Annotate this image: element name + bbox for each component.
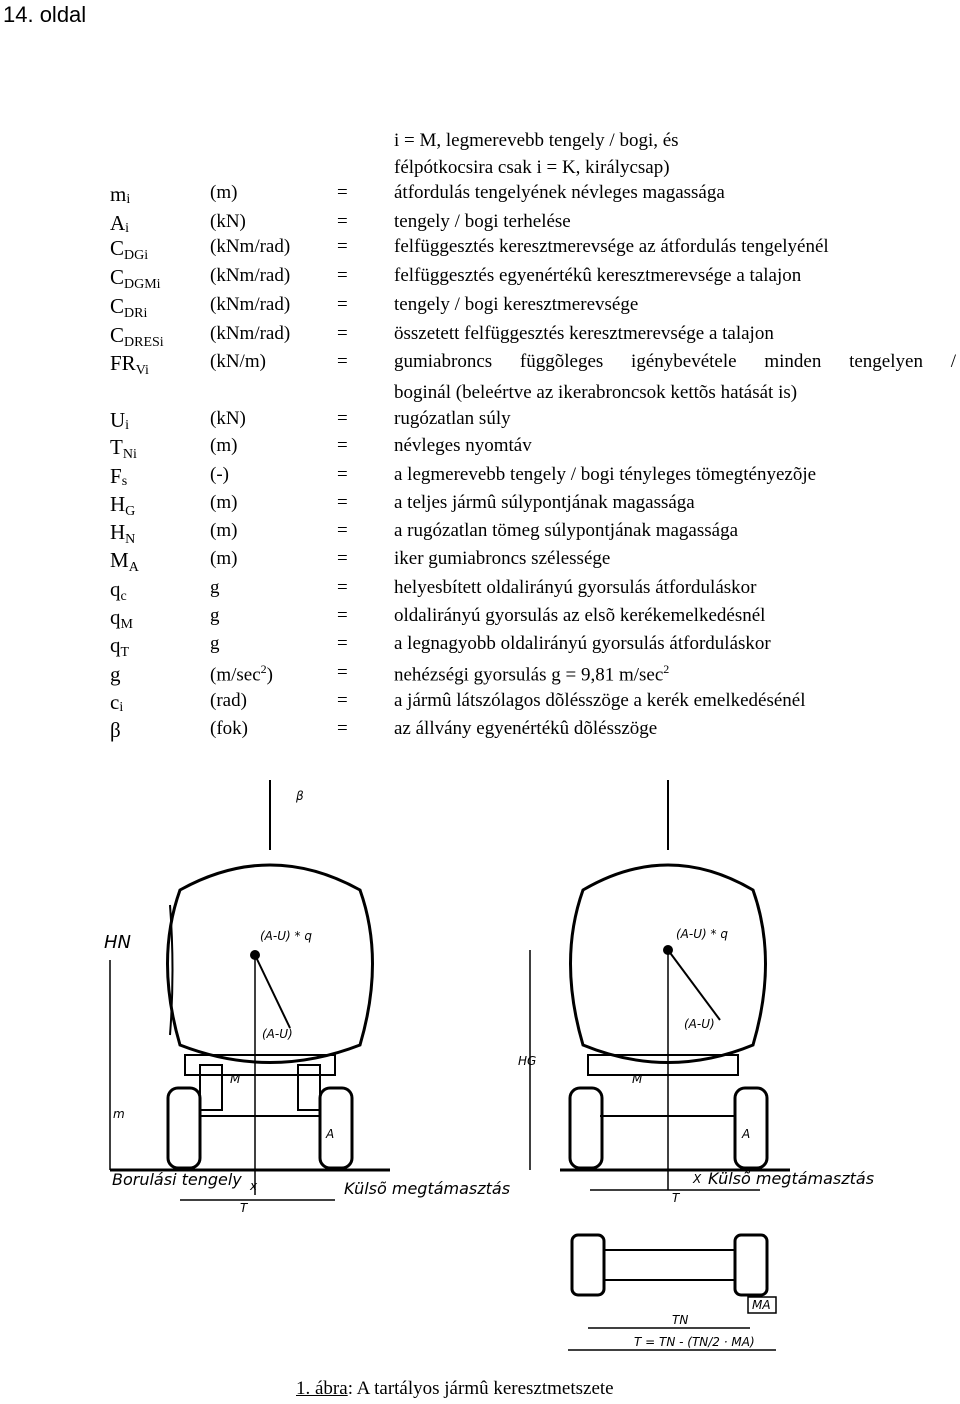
definition: a legmerevebb tengely / bogi tényleges tömegtényezõje (394, 464, 817, 485)
page-number-header: 14. oldal (3, 2, 87, 27)
right-force-label-bottom: (A-U) (684, 1017, 715, 1031)
symbol-row (0, 236, 960, 264)
equals-sign: = (337, 548, 348, 569)
left-mark-x: x (250, 1179, 258, 1193)
unit: (kNm/rad) (210, 294, 291, 315)
symbol: $C_{DRESi}$ (110, 323, 164, 350)
unit: (fok) (210, 718, 248, 739)
symbol: $H_G$ (110, 492, 136, 519)
symbol: $H_N$ (110, 520, 136, 547)
plan-right-wheel (735, 1235, 767, 1295)
symbol-row (0, 294, 960, 322)
symbol-row (0, 633, 960, 661)
symbol: Ui (110, 408, 130, 433)
definition: a legnagyobb oldalirányú gyorsulás átforduláskor (394, 633, 771, 654)
unit: (kN) (210, 211, 246, 232)
right-cross-section-view (530, 780, 790, 1190)
equals-sign: = (337, 633, 348, 654)
left-mark-m: M (230, 1072, 241, 1086)
left-spring (200, 1065, 222, 1110)
symbol-row (0, 577, 960, 605)
equals-sign: = (337, 662, 348, 683)
equals-sign: = (337, 294, 348, 315)
definition: a teljes jármû súlypontjának magassága (394, 492, 695, 513)
definition: oldalirányú gyorsulás az elsõ kerékemelkedésnél (394, 605, 766, 626)
symbol-row (0, 351, 960, 379)
equals-sign: = (337, 718, 348, 739)
right-mark-x: X (693, 1172, 702, 1186)
symbol: $q_M$ (110, 605, 133, 632)
right-spring (298, 1065, 320, 1110)
definition: az állvány egyenértékû dõlésszöge (394, 718, 658, 739)
symbol-row (0, 548, 960, 576)
symbol: g (110, 662, 121, 686)
tilt-axis-label: Borulási tengely (112, 1170, 242, 1189)
definition: nehézségi gyorsulás g = 9,81 $m/\sec^2$ (394, 662, 670, 686)
symbol-row (0, 662, 960, 690)
definition: felfüggesztés keresztmerevsége az átfordulás tengelyénél (394, 236, 829, 257)
symbol: mi (110, 182, 131, 207)
unit: $(m/\sec^2)$ (210, 662, 273, 686)
symbol: Fs (110, 464, 128, 489)
unit: (kN/m) (210, 351, 266, 372)
definition: tengely / bogi terhelése (394, 211, 571, 232)
symbol-row (0, 690, 960, 718)
symbol: $C_{DGi}$ (110, 236, 149, 263)
plan-view (568, 1235, 776, 1350)
equals-sign: = (337, 236, 348, 257)
left-force-arrow (255, 955, 290, 1028)
unit: (m) (210, 492, 238, 513)
equals-sign: = (337, 690, 348, 711)
symbol-row (0, 718, 960, 746)
symbol-row (0, 182, 960, 210)
equals-sign: = (337, 520, 348, 541)
symbol: $q_c$ (110, 577, 127, 604)
hn-label: HN (104, 932, 131, 953)
right-left-wheel (570, 1088, 602, 1168)
symbol: $T_{Ni}$ (110, 435, 137, 462)
equals-sign: = (337, 351, 348, 372)
symbol: ci (110, 690, 124, 715)
right-mark-m: M (632, 1072, 643, 1086)
left-mark-t: T (240, 1201, 248, 1215)
t-formula-label: T = TN - (TN/2 · MA) (634, 1335, 755, 1349)
figure-caption-text: : A tartályos jármû keresztmetszete (347, 1378, 614, 1399)
equals-sign: = (337, 408, 348, 429)
equals-sign: = (337, 577, 348, 598)
definition: felfüggesztés egyenértékû keresztmerevsége a talajon (394, 265, 802, 286)
left-cog-point (251, 951, 259, 959)
right-right-wheel (735, 1088, 767, 1168)
left-support-label: Külsõ megtámasztás (344, 1179, 511, 1198)
tn-label: TN (672, 1313, 689, 1327)
figure-caption-label: 1. ábra (296, 1378, 348, 1399)
hg-label: HG (518, 1054, 537, 1068)
symbol-row (0, 464, 960, 492)
equals-sign: = (337, 605, 348, 626)
equals-sign: = (337, 323, 348, 344)
definition: névleges nyomtáv (394, 435, 532, 456)
right-mark-a: A (742, 1127, 751, 1141)
unit: (kNm/rad) (210, 236, 291, 257)
left-cross-section-view (110, 780, 390, 1200)
right-mark-t: T (672, 1191, 680, 1205)
right-force-label-top: (A-U) * q (676, 927, 728, 941)
definition: gumiabroncs függõleges igénybevétele minden tengelyen / (394, 351, 956, 372)
right-support-label: Külsõ megtámasztás (708, 1169, 875, 1188)
definition: összetett felfüggesztés keresztmerevsége a talajon (394, 323, 774, 344)
right-cog-point (664, 946, 672, 954)
symbol-row (0, 408, 960, 436)
ma-label: MA (752, 1298, 771, 1312)
left-force-label-top: (A-U) * q (260, 929, 312, 943)
unit: (m) (210, 548, 238, 569)
unit: (m) (210, 520, 238, 541)
definition: iker gumiabroncs szélessége (394, 548, 611, 569)
right-wheel (320, 1088, 352, 1168)
unit: (m) (210, 435, 238, 456)
unit: (kNm/rad) (210, 265, 291, 286)
left-force-label-bottom: (A-U) (262, 1027, 293, 1041)
symbol: $C_{DGMi}$ (110, 265, 161, 292)
unit: (-) (210, 464, 229, 485)
intro-line-2: félpótkocsira csak i = K, királycsap) (394, 157, 670, 178)
definition: tengely / bogi keresztmerevsége (394, 294, 639, 315)
plan-left-wheel (572, 1235, 604, 1295)
equals-sign: = (337, 182, 348, 203)
symbol: $M_A$ (110, 548, 139, 575)
symbol-row (0, 211, 960, 239)
right-force-arrow (668, 950, 720, 1020)
symbol: $FR_{Vi}$ (110, 351, 149, 378)
definition: rugózatlan súly (394, 408, 511, 429)
symbol-row (0, 265, 960, 293)
symbol: β (110, 718, 121, 742)
figure-caption (296, 1378, 614, 1400)
unit: g (210, 605, 220, 626)
m-label: m (113, 1107, 125, 1121)
definition: átfordulás tengelyének névleges magassága (394, 182, 725, 203)
definition-continuation: boginál (beleértve az ikerabroncsok kettõs hatását is) (394, 382, 798, 403)
symbol-row (0, 492, 960, 520)
symbol: $q_T$ (110, 633, 130, 660)
symbol: $C_{DRi}$ (110, 294, 148, 321)
unit: (m) (210, 182, 238, 203)
left-mark-beta: β (296, 789, 304, 803)
left-wheel (168, 1088, 200, 1168)
symbol: Ai (110, 211, 130, 236)
intro-line-1: i = M, legmerevebb tengely / bogi, és (394, 130, 679, 151)
tanker-cross-section-figure (0, 770, 960, 1380)
equals-sign: = (337, 211, 348, 232)
equals-sign: = (337, 492, 348, 513)
symbol-row (0, 323, 960, 351)
symbol-row (0, 520, 960, 548)
definition: a jármû látszólagos dõlésszöge a kerék emelkedésénél (394, 690, 806, 711)
unit: g (210, 577, 220, 598)
unit: (kNm/rad) (210, 323, 291, 344)
equals-sign: = (337, 464, 348, 485)
equals-sign: = (337, 435, 348, 456)
definition: a rugózatlan tömeg súlypontjának magassága (394, 520, 739, 541)
symbol-row (0, 605, 960, 633)
symbol-row (0, 435, 960, 463)
definition: helyesbített oldalirányú gyorsulás átforduláskor (394, 577, 757, 598)
unit: g (210, 633, 220, 654)
left-mark-a: A (326, 1127, 335, 1141)
equals-sign: = (337, 265, 348, 286)
unit: (kN) (210, 408, 246, 429)
unit: (rad) (210, 690, 247, 711)
